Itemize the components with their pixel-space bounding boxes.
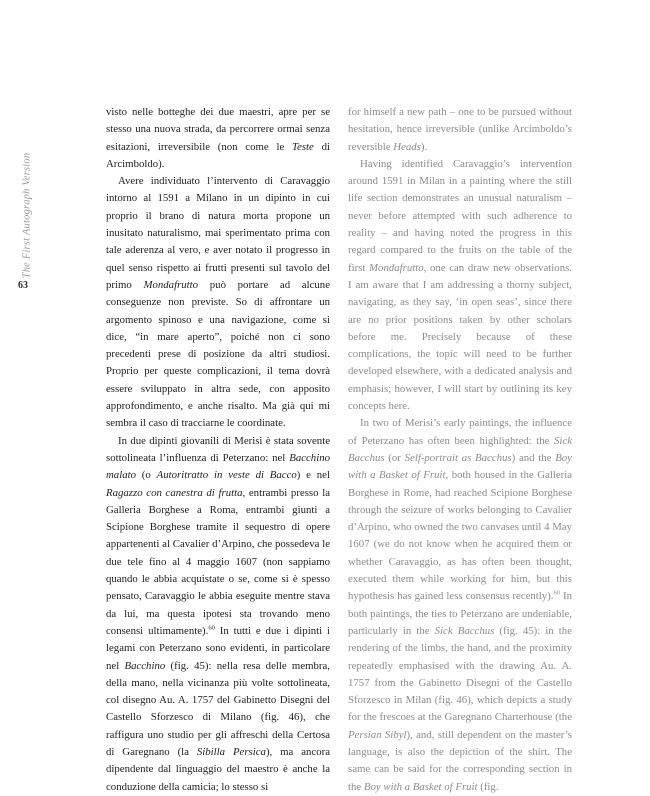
text-run: (fig. 45): nella resa delle membra, della mano, nella vicinanza più volte sottolineata, col disegno Au. A. 1757 del Gabinetto Disegni del Castello Sforzesco di Milano (fig. 46), che raffigura uno studio per gli affreschi della Certosa di Garegnano (la [106,659,331,758]
italic-title: Autoritratto in veste di Bacco [156,469,297,482]
text-run: (fig. 45): in the rendering of the limbs, the hand, and the proximity repeatedly emphasised with the drawing Au. A. 1757 from the Gabinetto Disegni of the Castello Sforzesco in Milan (fig. 46), which depicts a study for the frescoes at the Garegnano Charterhouse (the [348,624,572,724]
english-paragraph-3 [348,415,572,796]
text-run: può portare ad alcune conseguenze non previste. So di affrontare un argomento spinoso e una navigazione, come si dice, “in mare aperto”, poiché non ci sono precedenti prese di posizione da altri studiosi. Proprio per queste complicazioni, il tema dovrà essere sviluppato in altra sede, con apposito approfondimento, e anche risalto. Ma già qui mi sembra il caso di tracciarne le coordinate. [106,278,330,430]
text-run: , one can draw new observations. I am aware that I am addressing a thorny subject, navigating, as they say, ‘in open seas’, since there are no prior positions taken by other scholars before me. Precisely because of these complications, the topic will need to be further developed elsewhere, with a dedicated analysis and emphasis; however, I will start by outlining its key concepts here. [348,261,572,413]
text-run: Having identified Caravaggio’s intervention around 1591 in Milan in a painting where the still life section demonstrates an unusual naturalism – never before attempted with such adherence to reality – and having noted the progress in this regard compared to the fruits on the table of the first [348,157,572,274]
italic-title: Sick Bacchus [434,624,495,637]
footnote-ref: 60 [553,589,560,597]
footnote-ref: 60 [208,624,215,632]
italian-paragraph-3 [106,433,330,796]
italic-title: Mondafrutto [369,261,424,274]
text-run: (o [136,469,157,482]
text-run: (fig. [477,780,499,793]
italian-paragraph-1 [106,104,330,173]
italic-title: Teste [292,140,314,153]
english-paragraph-1 [348,104,572,156]
text-run: , both housed in the Galleria Borghese in Rome, had reached Scipione Borghese through the seizure of works belonging to Cavalier d’Arpino, who owned the two canvases until 4 May 1607 (we do not know when he acquired them or whether Caravaggio, as has often been thought, executed them while working for him, but this hypothesis has gained less consensus recently). [348,469,572,603]
italic-title: Boy with a Basket of Fruit [348,451,572,482]
italic-title: Bacchino [124,659,166,672]
english-column [348,104,572,796]
page-number: 63 [18,280,28,291]
text-run: In tutti e due i dipinti i legami con Peterzano sono evidenti, in particolare nel [106,624,330,672]
text-run: for himself a new path – one to be pursued without hesitation, hence irreversible (unlike Arcimboldo’s reversible [348,106,572,153]
text-run: ) and the [511,451,556,464]
italic-title: Mondafrutto [143,278,199,291]
english-paragraph-2 [348,156,572,415]
text-run: di Arcimboldo). [106,140,330,170]
text-run: In two of Merisi’s early paintings, the influence of Peterzano has often been highlighted: the [348,417,572,447]
text-run: visto nelle botteghe dei due maestri, apre per se stesso una nuova strada, da percorrere ormai senza esitazioni, irreversibile (non come le [106,106,330,153]
italic-title: Persian Sibyl [348,728,407,741]
italian-column [106,104,330,796]
text-run: In both paintings, the ties to Peterzano are undeniable, particularly in the [348,590,572,637]
text-run: ) e nel [296,469,330,482]
running-head [12,152,42,278]
text-run: ). [420,140,428,153]
text-run: (or [384,451,405,464]
text-run: In due dipinti giovanili di Merisi è stata sovente sottolineata l’influenza di Peterzano: nel [106,434,330,464]
italic-title: Ragazzo con canestra di frutta [106,486,243,499]
italic-title: Sick Bacchus [348,434,572,464]
italic-title: Bacchino malato [106,451,330,482]
running-head-text: The First Autograph Version [21,152,33,278]
italic-title: Boy with a Basket of Fruit [363,780,478,793]
text-run: ), ma ancora dipendente dal linguaggio del maestro è anche la conduzione della camicia; lo stesso si [106,745,330,793]
text-run: , entrambi presso la Galleria Borghese a Roma, entrambi giunti a Scipione Borghese tramite il sequestro di opere appartenenti al Cavalier d’Arpino, che possedeva le due tele fino al 4 maggio 1607 (non sappiamo quando le abbia acquistate o se, come si è spesso pensato, Caravaggio le abbia eseguite mentre stava da lui, ma questa ipotesi sta trovando meno consensi ultimamente). [106,486,330,637]
italic-title: Sibilla Persica [196,745,266,758]
italian-paragraph-2 [106,173,330,432]
text-run: ), and, still dependent on the master’s language, is also the depiction of the shirt. The same can be said for the corresponding section in the [348,728,572,793]
italic-title: Heads [393,140,421,153]
text-run: Avere individuato l’intervento di Caravaggio intorno al 1591 a Milano in un dipinto in cui proprio il brano di natura morta propone un inusitato naturalismo, mai sperimentato prima con tale aderenza al vero, e aver notato il progresso in quel senso rispetto ai frutti presenti sul tavolo del primo [106,175,330,291]
italic-title: Self-portrait as Bacchus [404,451,512,464]
